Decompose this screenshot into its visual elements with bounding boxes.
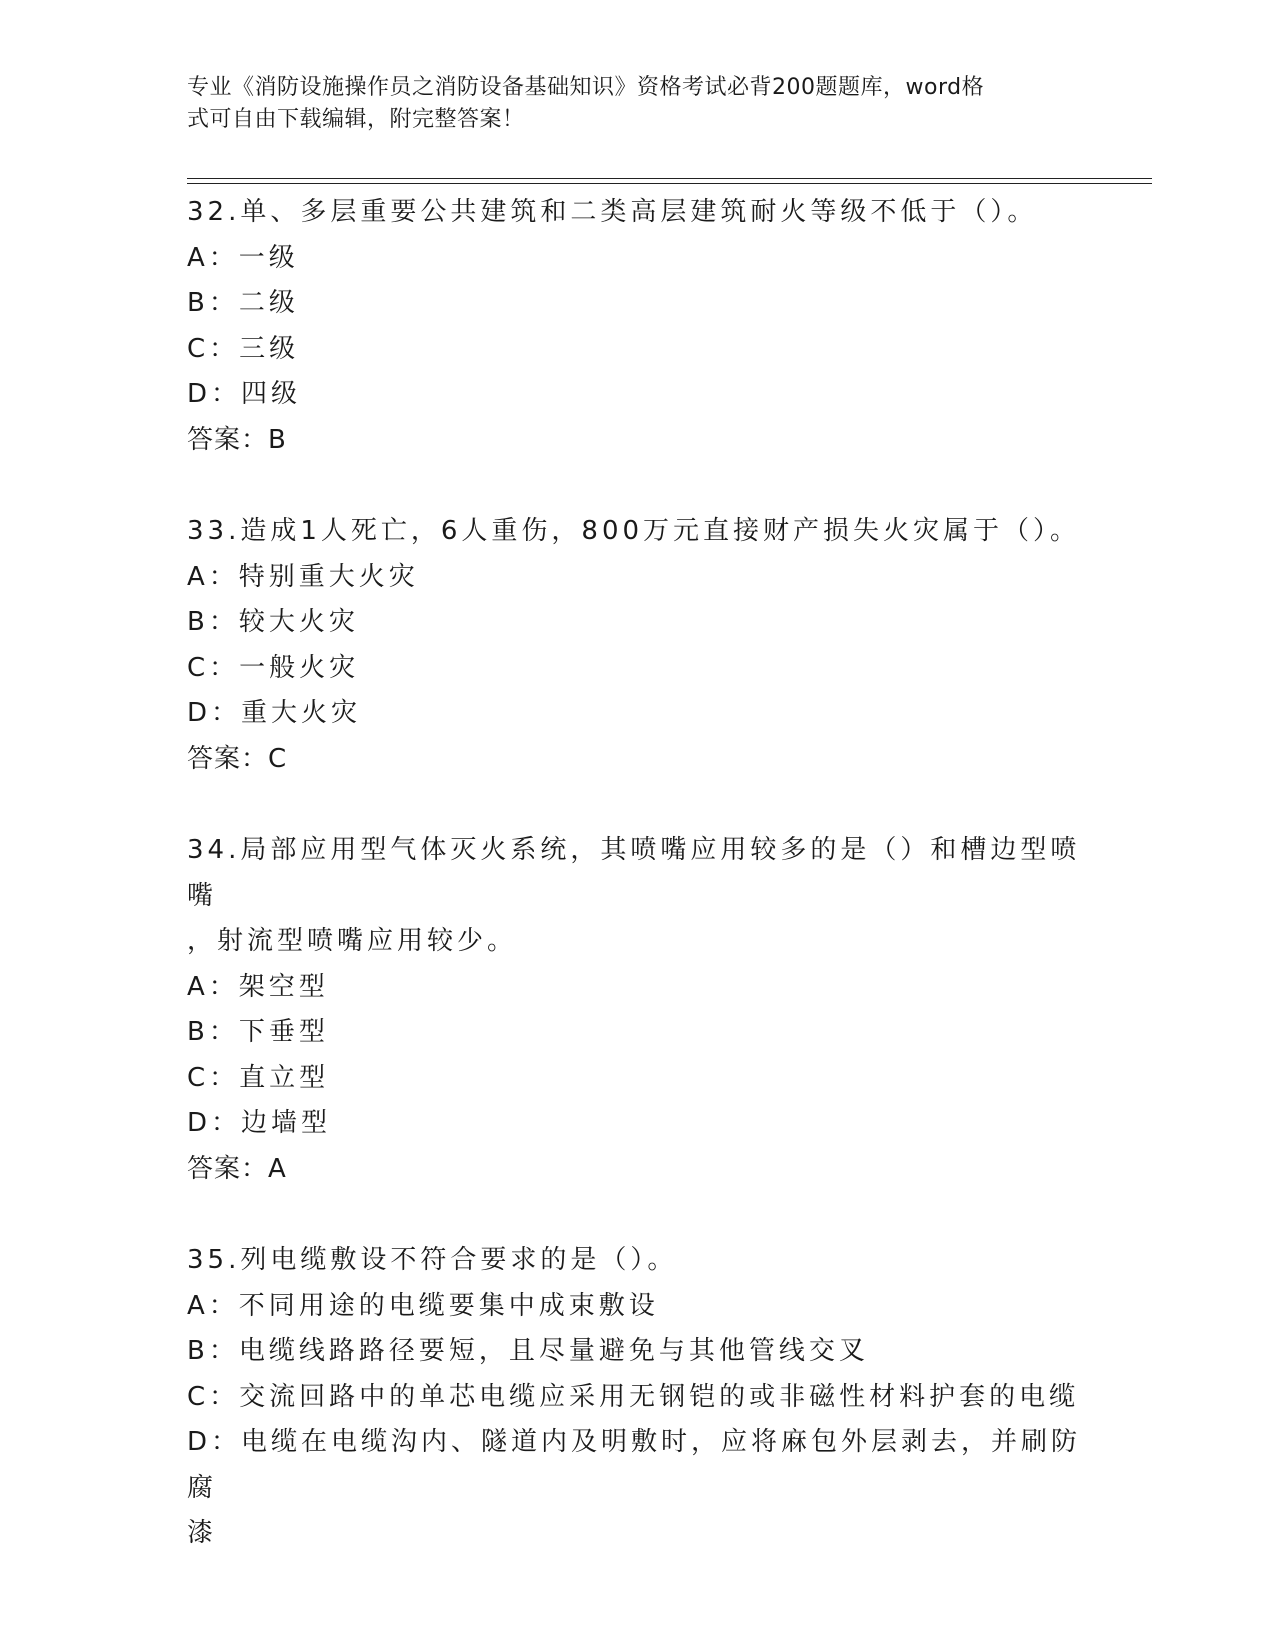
option-c: C：一般火灾 xyxy=(187,652,360,683)
answer-line: 答案：B xyxy=(187,424,287,455)
option-b: B：二级 xyxy=(187,288,299,318)
question-stem-line-2: ，射流型喷嘴应用较少。 xyxy=(187,926,518,956)
header-title-line-1: 专业《消防设施操作员之消防设备基础知识》资格考试必背200题题库，word格 xyxy=(187,75,985,100)
option-a: A：一级 xyxy=(187,242,299,273)
option-d-line-2: 漆 xyxy=(187,1518,218,1548)
question-stem: 35.列电缆敷设不符合要求的是（）。 xyxy=(187,1245,678,1275)
question-stem: 32.单、多层重要公共建筑和二类高层建筑耐火等级不低于（）。 xyxy=(187,197,1038,227)
option-b: B：下垂型 xyxy=(187,1017,329,1047)
option-b: B：较大火灾 xyxy=(187,607,359,637)
option-d: D：边墙型 xyxy=(187,1108,332,1138)
answer-line: 答案：C xyxy=(187,743,288,774)
option-a: A：架空型 xyxy=(187,971,329,1002)
option-d: D：四级 xyxy=(187,379,302,409)
option-b: B：电缆线路路径要短，且尽量避免与其他管线交叉 xyxy=(187,1336,869,1366)
answer-line: 答案：A xyxy=(187,1153,287,1184)
option-a: A：不同用途的电缆要集中成束敷设 xyxy=(187,1290,659,1321)
question-33 xyxy=(187,509,1087,782)
option-c: C：交流回路中的单芯电缆应采用无钢铠的或非磁性材料护套的电缆 xyxy=(187,1381,1080,1412)
option-d: D：重大火灾 xyxy=(187,698,362,728)
question-stem-line-1: 34.局部应用型气体灭火系统，其喷嘴应用较多的是（）和槽边型喷嘴 xyxy=(187,835,1081,911)
header-divider-bottom xyxy=(187,183,1152,184)
option-d-line-1: D：电缆在电缆沟内、隧道内及明敷时，应将麻包外层剥去，并刷防腐 xyxy=(187,1427,1082,1503)
question-list xyxy=(187,190,1087,1557)
question-stem: 33.造成1人死亡，6人重伤，800万元直接财产损失火灾属于（）。 xyxy=(187,516,1081,546)
option-c: C：三级 xyxy=(187,333,300,364)
header-title-line-2: 式可自由下载编辑，附完整答案！ xyxy=(187,107,525,132)
option-a: A：特别重大火灾 xyxy=(187,561,419,592)
question-35 xyxy=(187,1238,1087,1557)
document-header xyxy=(187,72,1067,136)
question-34 xyxy=(187,828,1087,1192)
option-c: C：直立型 xyxy=(187,1062,330,1093)
question-32 xyxy=(187,190,1087,463)
header-divider-top xyxy=(187,178,1152,179)
